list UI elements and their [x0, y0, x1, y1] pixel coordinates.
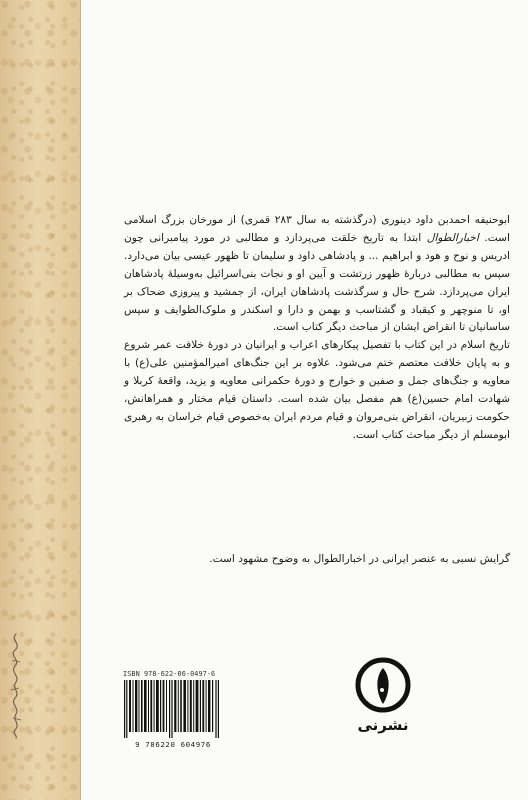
- description-paragraph-2: تاریخ اسلام در این کتاب با تفصیل پیکارهای اعراب و ایرانیان در دورهٔ خلافت عمر شروع و به پایان خلافت معتصم ختم می‌شود. علاوه بر این جنگ‌های امیرالمؤمنین علی(ع) با معاویه و جنگ‌های جمل و صفین و خوارج و دورهٔ حکمرانی معاویه و یزید، واقعهٔ کربلا و شهادت امام حسین(ع) هم مفصل بیان شده است. داستان قیام مختار و همراهانش، حکومت زبیریان، انقراض بنی‌مروان و قیام مردم ایران به‌خصوص قیام خراسان به رهبری ابومسلم از دیگر مباحث کتاب است.: [124, 339, 510, 441]
- closing-text-a: گرایش نسبی به عنصر ایرانی در: [365, 553, 510, 565]
- book-title-italic: اخبارالطوال: [426, 231, 479, 244]
- paragraph-1-text-a: ابوحنیفه احمدبن داود دینوری (درگذشته به سال ۲۸۳ قمری) از مورخان بزرگ اسلامی است.: [124, 214, 510, 244]
- barcode-icon: [123, 680, 221, 738]
- closing-sentence: [124, 551, 510, 569]
- barcode-number: 9 786220 604976: [135, 740, 211, 749]
- closing-book-title-italic: اخبارالطوال: [313, 553, 366, 565]
- publisher-name: نشرنی: [357, 716, 409, 734]
- closing-text-b: به وضوح مشهود است.: [209, 553, 314, 565]
- book-spine: [0, 0, 81, 800]
- isbn-label: ISBN 978-622-06-0497-6: [123, 670, 216, 678]
- handwritten-note-icon: [6, 630, 26, 740]
- book-description: [124, 212, 510, 445]
- description-paragraph-1: [124, 212, 510, 337]
- paragraph-1-text-b: ابتدا به تاریخ خلقت می‌پردازد و مطالبی در مورد پیامبرانی چون ادریس و نوح و هود و ابراهیم ... و پادشاهی داود و سلیمان تا ظهور عیسی بیان می‌دارد. سپس به مطالبی دربارهٔ ظهور زرتشت و آیین او و نجات بنی‌اسرائیل به‌وسیلهٔ پادشاهان ایران می‌پردازد. شرح حال و سرگذشت پادشاهان ایران، از جمشید و پیروزی ضحاک بر او، تا منوچهر و کیقباد و گشتاسب و بهمن و دارا و اسکندر و ملوک‌الطوایف و سپس ساسانیان تا انقراض ایشان از مباحث دیگر کتاب است.: [124, 231, 510, 334]
- ney-logo-icon: [354, 655, 412, 715]
